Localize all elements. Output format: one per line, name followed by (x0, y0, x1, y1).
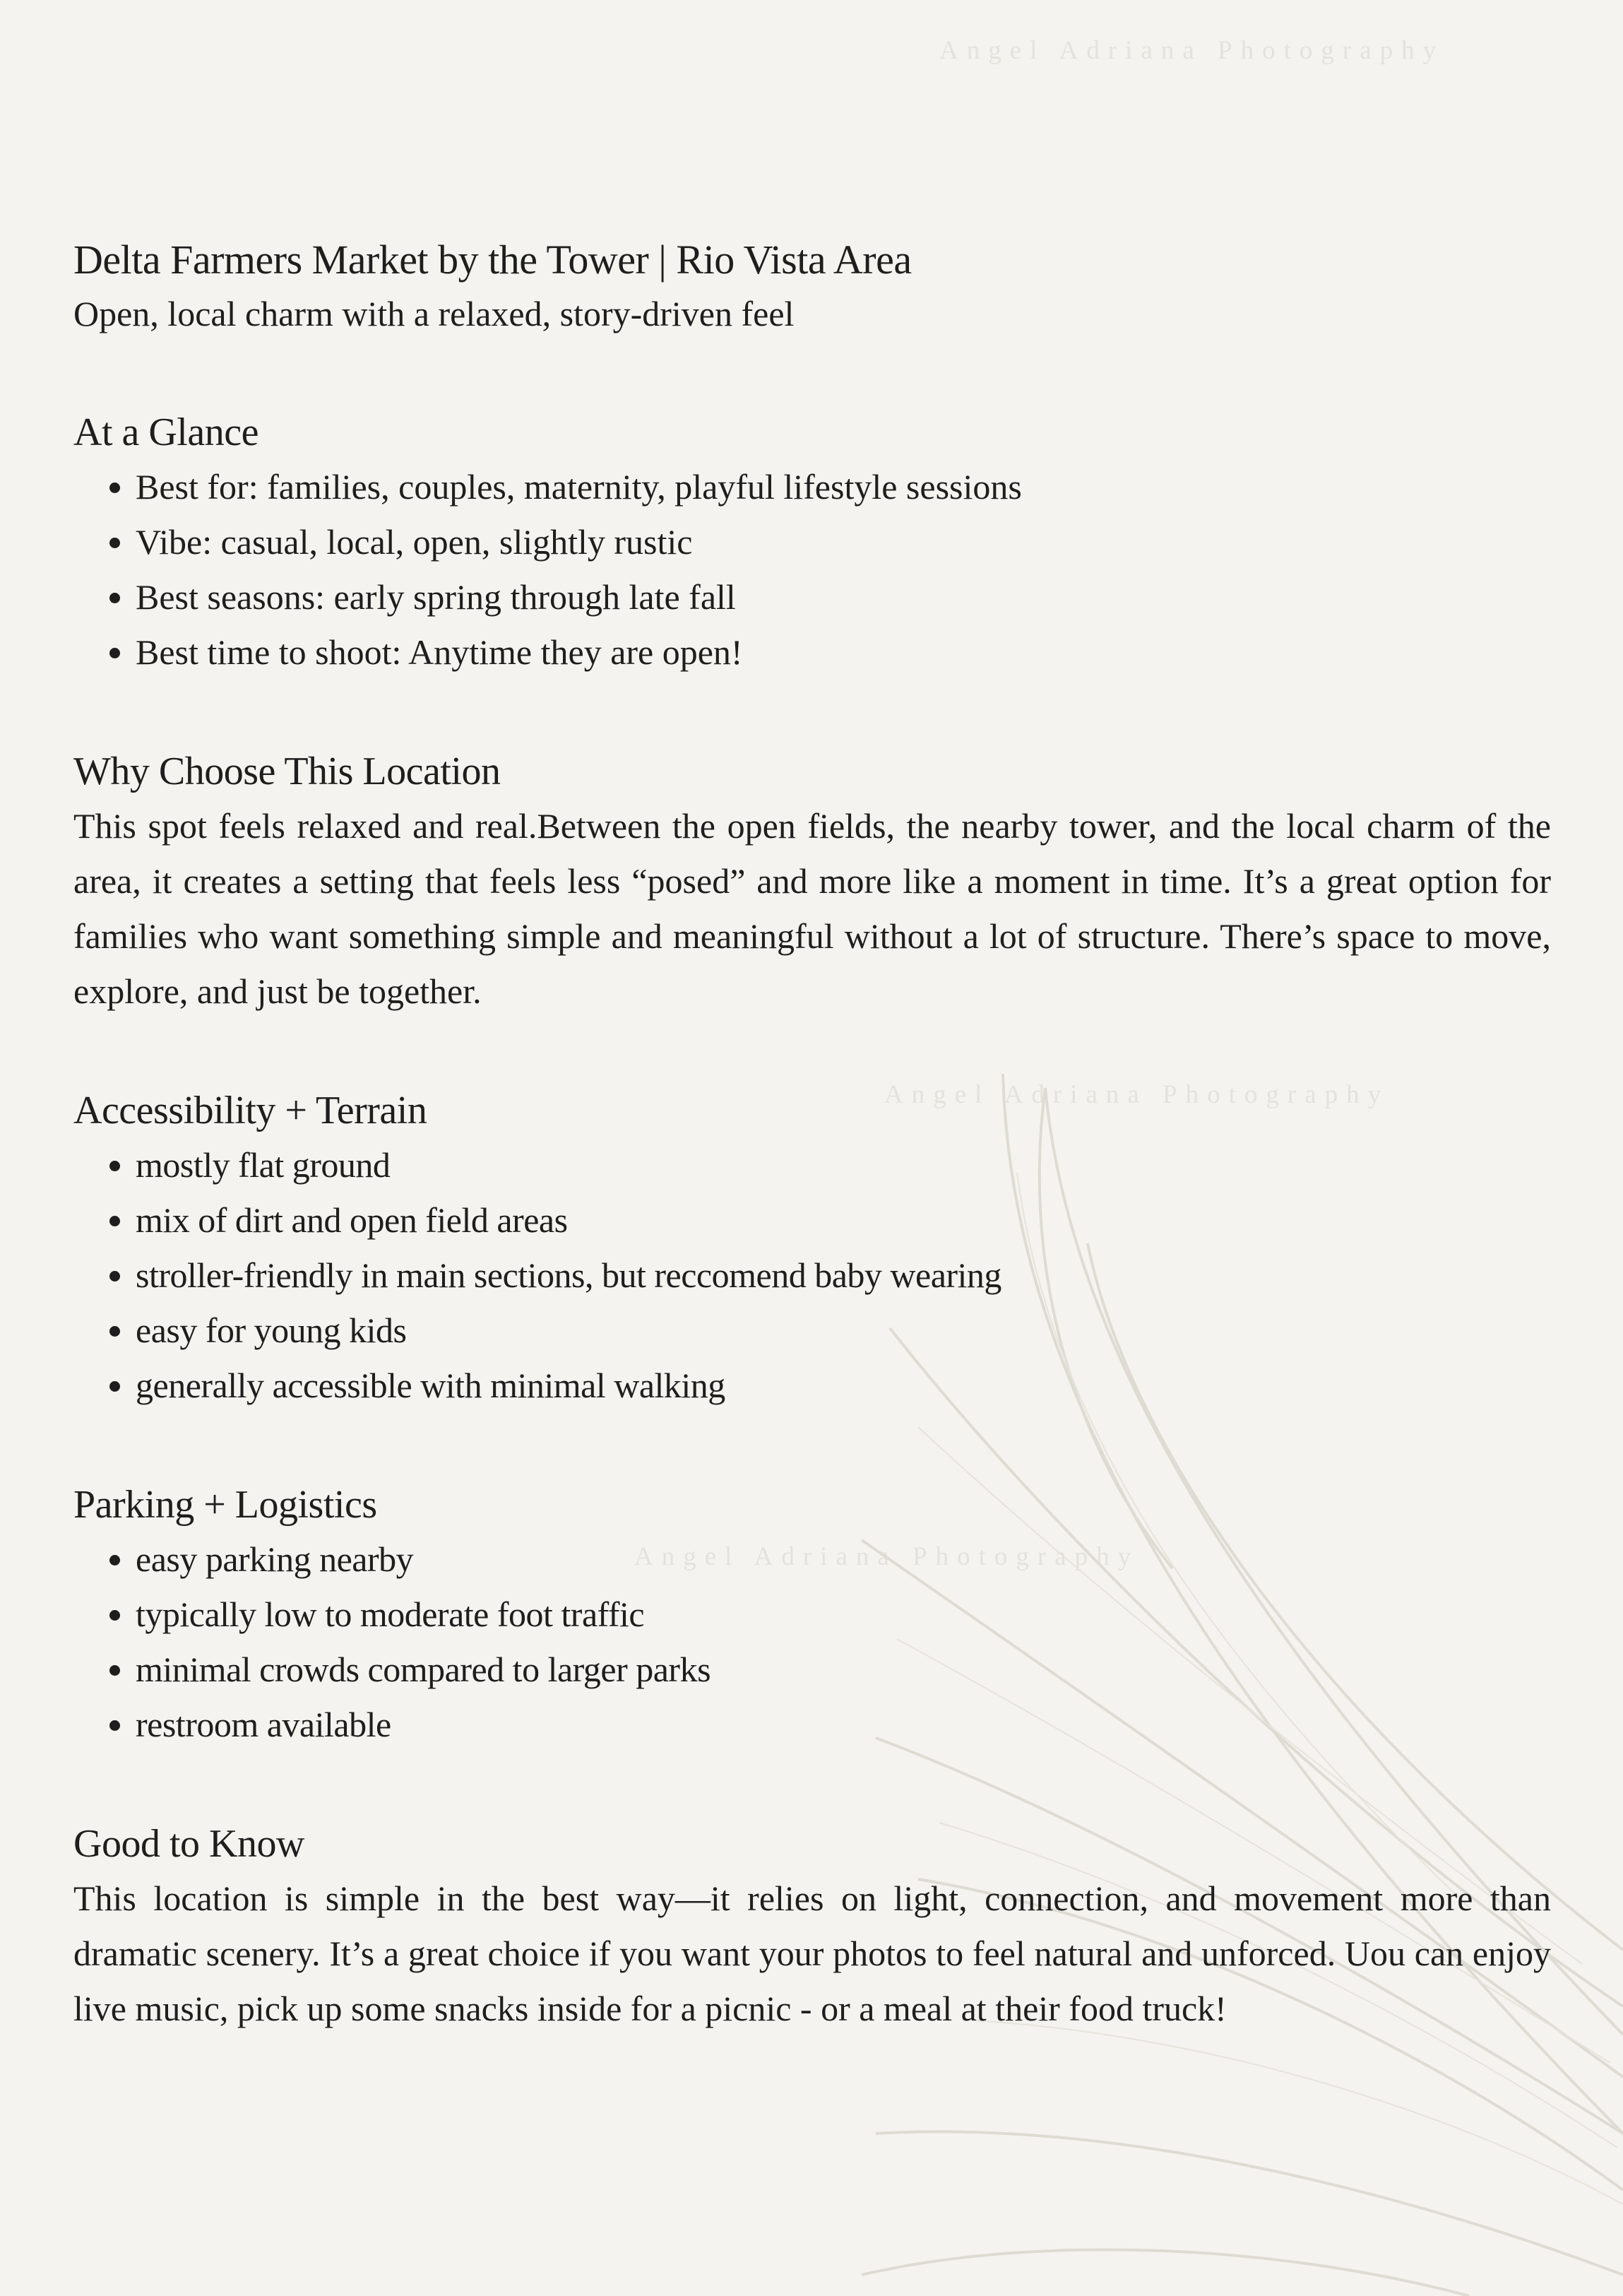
bullet-list (73, 1137, 1551, 1413)
section-parking (73, 1478, 1551, 1752)
watermark: Angel Adriana Photography (634, 1542, 1140, 1571)
watermark: Angel Adriana Photography (939, 36, 1445, 65)
page-title: Delta Farmers Market by the Tower | Rio Vista Area (73, 237, 912, 283)
list-item: • mostly flat ground (136, 1137, 1551, 1193)
list-item: • mix of dirt and open field areas (136, 1193, 1551, 1248)
bullet-list (73, 1532, 1551, 1752)
list-item: • Best time to shoot: Anytime they are open! (136, 625, 1551, 680)
list-item: • generally accessible with minimal walking (136, 1358, 1551, 1413)
list-item: • Vibe: casual, local, open, slightly rustic (136, 514, 1551, 569)
list-item: • restroom available (136, 1697, 1551, 1752)
section-at-a-glance (73, 406, 1551, 680)
list-item: • easy for young kids (136, 1303, 1551, 1358)
list-item: • typically low to moderate foot traffic (136, 1587, 1551, 1642)
document-page (73, 233, 1551, 2036)
section-paragraph: This location is simple in the best way—it relies on light, connection, and movement more than dramatic scenery. It’s a great choice if you want your photos to feel natural and unforced. Uou can enjoy live music, pick up some snacks inside for a picnic - or a meal at their food truck! (73, 1878, 1551, 2028)
list-item: • stroller-friendly in main sections, but reccomend baby wearing (136, 1248, 1551, 1303)
section-heading: Accessibility + Terrain (73, 1089, 427, 1132)
list-item: • Best for: families, couples, maternity, playful lifestyle sessions (136, 459, 1551, 514)
section-good-to-know (73, 1817, 1551, 2036)
page-subtitle: Open, local charm with a relaxed, story-driven feel (73, 294, 795, 333)
section-why-choose (73, 745, 1551, 1019)
section-heading: Good to Know (73, 1822, 304, 1866)
section-heading: Parking + Logistics (73, 1483, 377, 1527)
list-item: • Best seasons: early spring through late fall (136, 569, 1551, 625)
watermark: Angel Adriana Photography (884, 1080, 1390, 1109)
list-item: • minimal crowds compared to larger parks (136, 1642, 1551, 1697)
section-paragraph: This spot feels relaxed and real.Between the open fields, the nearby tower, and the local charm of the area, it creates a setting that feels less “posed” and more like a moment in time. It’s a great option for families who want something simple and meaningful without a lot of structure. There’s space to move, explore, and just be together. (73, 806, 1551, 1011)
list-item: • easy parking nearby (136, 1532, 1551, 1587)
section-heading: Why Choose This Location (73, 750, 501, 793)
bullet-list (73, 459, 1551, 680)
section-accessibility (73, 1084, 1551, 1413)
section-heading: At a Glance (73, 410, 258, 454)
